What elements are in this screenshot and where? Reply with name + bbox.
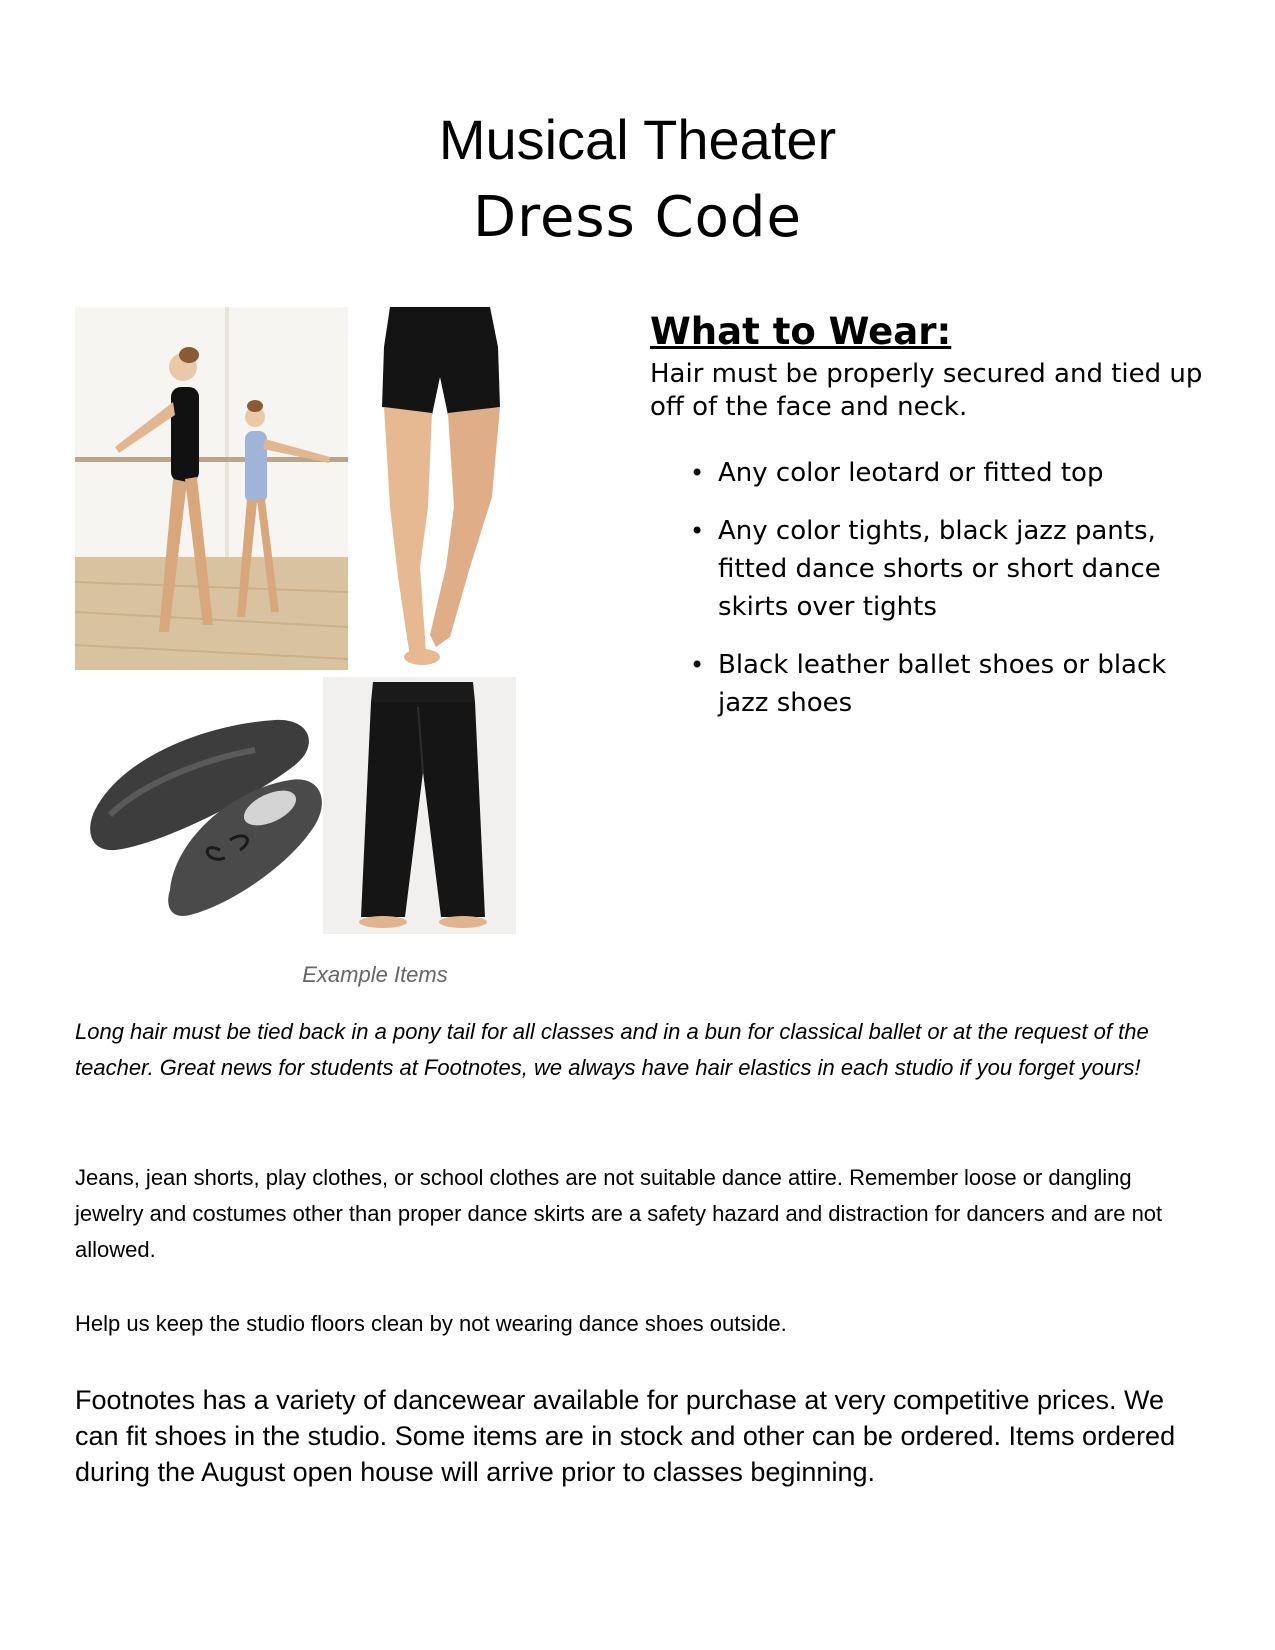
dancers-in-leotards-photo <box>75 307 348 670</box>
dance-shorts-photo <box>350 307 530 670</box>
jazz-shoes-photo <box>80 690 330 940</box>
list-item: • Black leather ballet shoes or black jazz shoes <box>650 646 1210 722</box>
hair-paragraph: Long hair must be tied back in a pony tail for all classes and in a bun for classical ballet or at the request of the teacher. Great news for students at Footnotes, we always have hair elastics in each studio if you forget yours! <box>75 1019 1149 1080</box>
page-subtitle: Dress Code <box>473 185 802 250</box>
what-to-wear-heading: What to Wear: <box>650 310 952 353</box>
bullet-icon: • <box>690 651 705 679</box>
bullet-icon: • <box>690 459 705 487</box>
floors-paragraph: Help us keep the studio floors clean by not wearing dance shoes outside. <box>75 1311 787 1336</box>
list-item: • Any color leotard or fitted top <box>650 454 1210 492</box>
what-to-wear-section <box>650 310 1210 742</box>
images-caption: Example Items <box>302 962 448 987</box>
hair-requirement-text: Hair must be properly secured and tied up off of the face and neck. <box>650 359 1203 422</box>
dress-code-list <box>650 454 1210 722</box>
jazz-pants-photo <box>323 677 516 934</box>
list-item: • Any color tights, black jazz pants, fitted dance shorts or short dance skirts over tights <box>650 512 1210 626</box>
dancewear-paragraph: Footnotes has a variety of dancewear available for purchase at very competitive prices. We can fit shoes in the studio. Some items are in stock and other can be ordered. Items ordered during the August open house will arrive prior to classes beginning. <box>75 1385 1176 1487</box>
bullet-icon: • <box>690 517 705 545</box>
page-title: Musical Theater <box>438 108 837 171</box>
attire-paragraph: Jeans, jean shorts, play clothes, or school clothes are not suitable dance attire. Remember loose or dangling jewelry and costumes other than proper dance skirts are a safety hazard and distraction for dancers and are not allowed. <box>75 1165 1163 1262</box>
